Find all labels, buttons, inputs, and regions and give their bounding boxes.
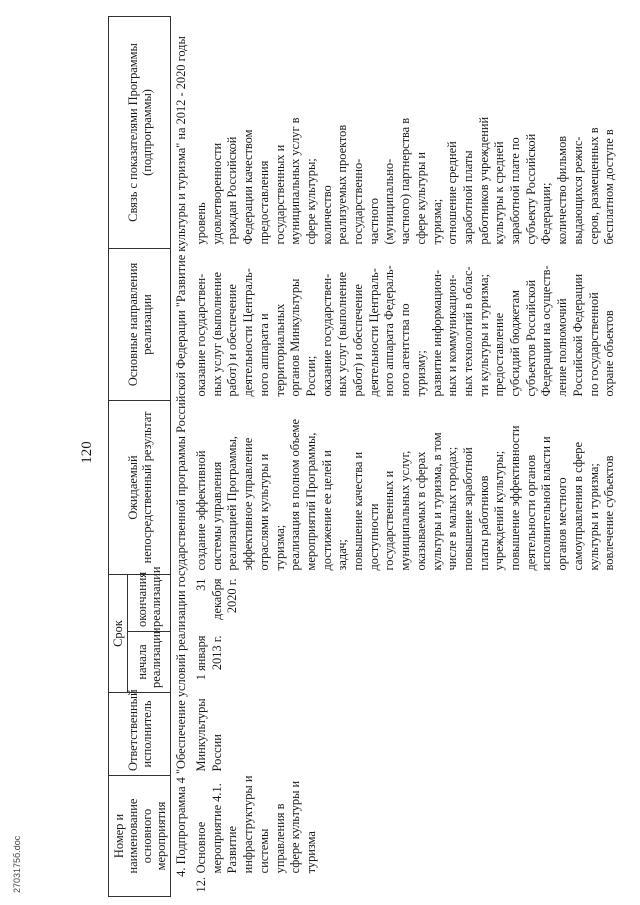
table-row (190, 16, 620, 896)
cell-line: отношение средней (445, 141, 460, 245)
row-directions (190, 249, 620, 401)
cell-line: деятельности Централь- (241, 268, 256, 397)
cell-line: 2020 г. (225, 578, 240, 614)
cell-line: реализация в полном объеме (288, 419, 303, 571)
cell-line: ных услуг (выполнение (335, 271, 350, 397)
header-term-start: начала реализации (128, 632, 171, 693)
cell-line: деятельности Централь- (366, 268, 381, 397)
cell-line: вовлечение субъектов (602, 455, 617, 571)
cell-line: территориальных (272, 303, 287, 397)
cell-line: серов, размещенных в (586, 127, 601, 245)
header-number-name: Номер и наименование основного мероприятия (109, 776, 171, 897)
cell-line: ление полномочий (555, 298, 570, 397)
row-number: 12. (194, 877, 208, 893)
cell-line: мероприятие 4.1. (209, 783, 224, 874)
cell-line: России (209, 734, 224, 772)
header-row-1 (109, 16, 128, 896)
cell-line: самоуправления в сфере (570, 442, 585, 571)
cell-line: удовлетворенности (209, 142, 224, 245)
cell-line: граждан Российской (225, 136, 240, 245)
cell-line: заработной плате по (508, 137, 523, 245)
cell-line: субъекту Российской (523, 133, 538, 245)
cell-line: выдающихся режис- (570, 136, 585, 245)
cell-line: развитие информацион- (429, 269, 444, 397)
cell-line: повышение эффективности (508, 425, 523, 571)
cell-line: органов Минкультуры (288, 278, 303, 397)
cell-line: 31 (194, 578, 208, 591)
row-result (190, 401, 620, 575)
header-links: Связь с показателями Программы (подпрограммы) (109, 16, 171, 248)
cell-line: достижение ее целей и (319, 450, 334, 571)
cell-line: ного агентства по (398, 303, 413, 397)
cell-line: оказание государствен- (319, 273, 334, 397)
program-table (108, 16, 620, 897)
cell-line: системы управления (209, 461, 224, 571)
cell-line: культуры и туризма; (586, 463, 601, 571)
header-executor: Ответственный исполнитель (109, 693, 171, 776)
cell-line: Российской Федерации (570, 273, 585, 397)
cell-line: Федерации; (539, 182, 554, 245)
doc-filename: 2703175б.doc (12, 835, 22, 893)
cell-line: ного аппарата Федераль- (382, 265, 397, 397)
section-row (171, 16, 191, 896)
cell-line: сфере культуры и (288, 780, 303, 874)
cell-line: по государственной (586, 292, 601, 397)
cell-line: туризма; (429, 198, 444, 245)
row-start (190, 632, 620, 693)
cell-line: (муниципально- (382, 158, 397, 245)
cell-line: субсидий бюджетам (508, 289, 523, 397)
cell-line: государственно- (351, 158, 366, 245)
cell-line: числе в малых городах; (445, 446, 460, 571)
cell-line: декабря (209, 578, 224, 620)
cell-line: России; (303, 355, 318, 397)
row-end (190, 575, 620, 632)
cell-line: культуры к средней (492, 141, 507, 245)
cell-line: предоставления (256, 160, 271, 245)
cell-line: системы (256, 828, 271, 874)
cell-line: создание эффективной (194, 450, 208, 571)
cell-line: муниципальных услуг, (398, 450, 413, 571)
cell-line: ного аппарата и (256, 313, 271, 397)
cell-line: частного) партнерства в (398, 117, 413, 245)
cell-line: охране объектов (602, 310, 617, 397)
header-directions: Основные направления реализации (109, 249, 171, 401)
cell-line: туризма (303, 831, 318, 874)
cell-line: ных услуг (выполнение (209, 271, 224, 397)
cell-line: реализуемых проектов (335, 124, 350, 245)
cell-line: платы работников (476, 475, 491, 571)
cell-line: сфере культуры; (303, 158, 318, 245)
header-result: Ожидаемый непосредственный результат (109, 401, 171, 575)
cell-line: органов местного (555, 477, 570, 571)
cell-line: эффективное управление (241, 437, 256, 571)
cell-line: туризма; (272, 524, 287, 571)
cell-line: оказываемых в сферах (413, 451, 428, 571)
cell-line: учреждений культуры; (492, 450, 507, 571)
row-links (190, 16, 620, 248)
cell-line: Федерации качеством (241, 129, 256, 245)
cell-line: культуры и туризма, в том (429, 432, 444, 571)
cell-line: исполнительной власти и (539, 436, 554, 571)
cell-line: ных и коммуникацион- (445, 274, 460, 397)
cell-line: государственных и (382, 470, 397, 571)
cell-line: отраслями культуры и (256, 453, 271, 571)
page-number: 120 (79, 441, 95, 464)
cell-line: оказание государствен- (194, 273, 208, 397)
row-number-name-cell (190, 776, 620, 897)
cell-line: туризму; (413, 350, 428, 397)
cell-line: заработной платы (460, 150, 475, 245)
cell-line: 2013 г. (209, 635, 224, 671)
cell-line: субъектов Российской (523, 279, 538, 397)
cell-line: задач; (335, 539, 350, 571)
cell-line: предоставление (492, 312, 507, 397)
cell-line: муниципальных услуг в (288, 117, 303, 245)
cell-line: Основное (194, 821, 208, 874)
cell-line: реализацией Программы, (225, 436, 240, 571)
cell-line: Федерации на осуществ- (539, 265, 554, 397)
cell-line: ных технологий в облас- (460, 266, 475, 397)
cell-line: частного (366, 198, 381, 245)
header-term-end: окончания реализации (128, 575, 171, 632)
cell-line: 1 января (194, 635, 208, 681)
cell-line: управления в (272, 803, 287, 874)
cell-line: количество фильмов (555, 135, 570, 245)
cell-line: работ) и обеспечение (351, 284, 366, 397)
cell-line: ти культуры и туризма; (476, 274, 491, 397)
cell-line: работ) и обеспечение (225, 284, 240, 397)
cell-line: повышение заработной (460, 447, 475, 571)
cell-line: сфере культуры и (413, 151, 428, 245)
cell-line: Развитие (225, 826, 240, 874)
cell-line: Минкультуры (194, 698, 208, 772)
cell-line: мероприятий Программы, (303, 432, 318, 571)
cell-line: инфраструктуры и (241, 775, 256, 874)
header-term: Срок (109, 575, 128, 693)
row-executor (190, 693, 620, 776)
row-name (190, 776, 320, 874)
cell-line: доступности (366, 503, 381, 571)
cell-line: работников учреждений (476, 116, 491, 245)
section-title: 4. Подпрограмма 4 "Обеспечение условий реализации государственной программы Российской Федерации "Развитие культуры и туризма" на 2012 - 2020 годы (171, 16, 191, 896)
cell-line: государственных и (272, 144, 287, 245)
cell-line: бесплатном доступе в (602, 129, 617, 245)
cell-line: деятельности органов (523, 454, 538, 571)
cell-line: уровень (194, 202, 208, 245)
cell-line: повышение качества и (351, 451, 366, 571)
cell-line: количество (319, 185, 334, 245)
